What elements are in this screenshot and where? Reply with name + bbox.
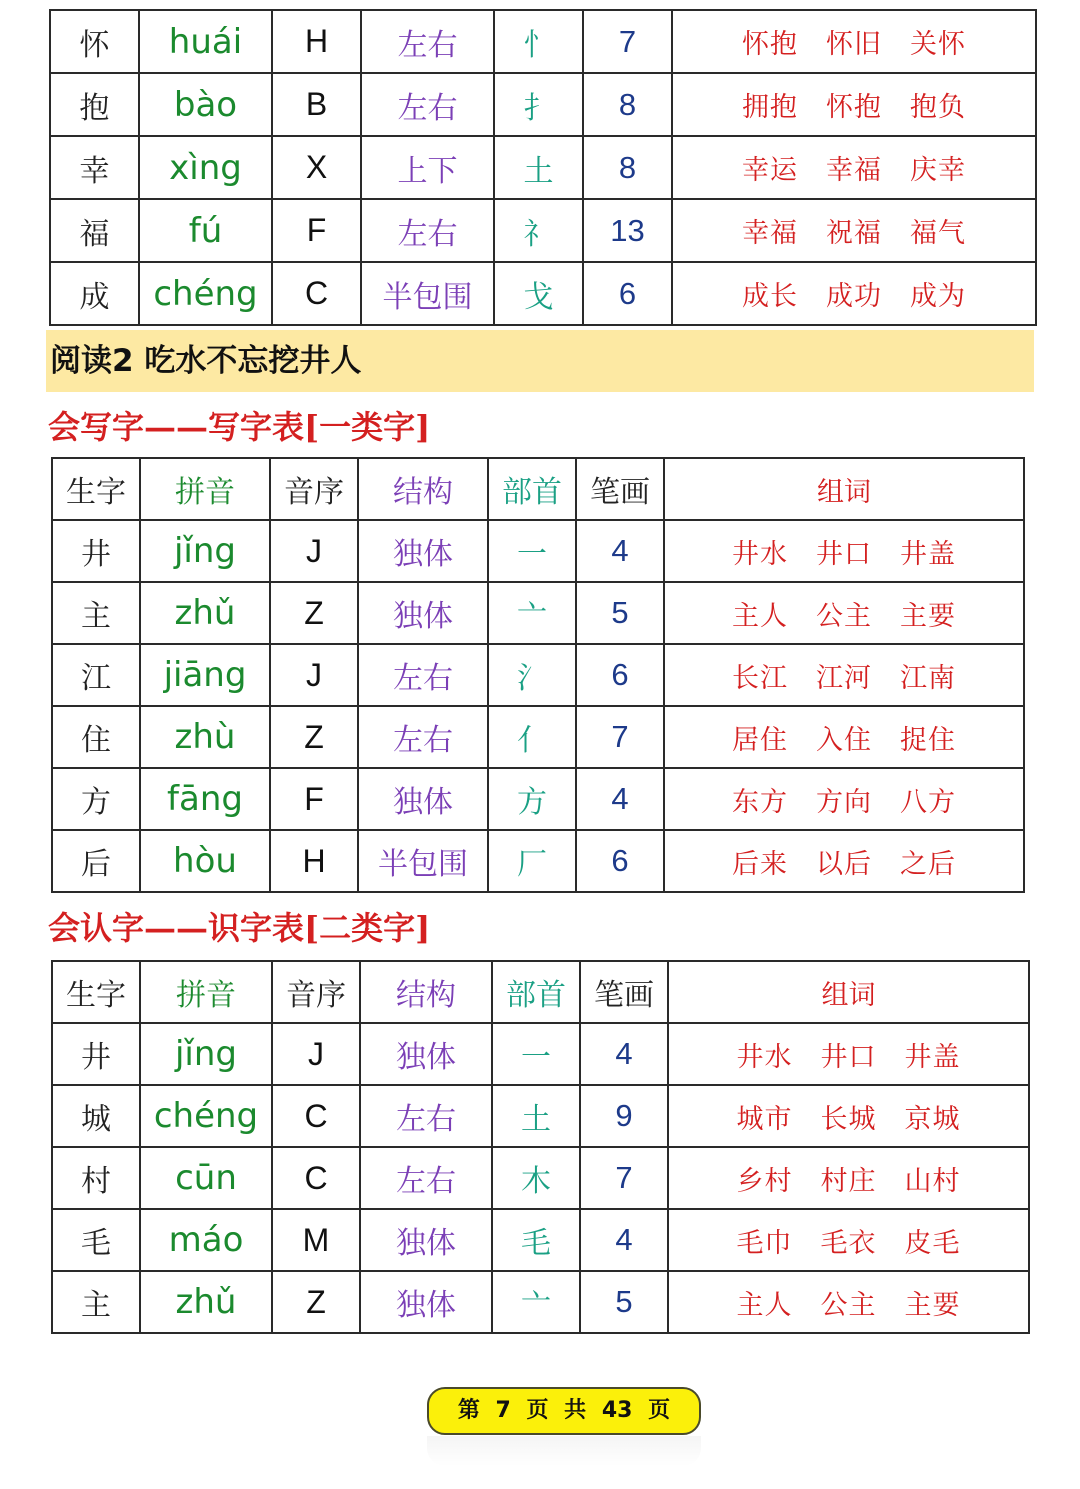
word-item: 入住 <box>816 724 872 756</box>
words-cell <box>672 73 1036 136</box>
header-letter: 音序 <box>270 458 358 520</box>
footer-reflection <box>427 1436 701 1466</box>
structure-cell: 半包围 <box>358 830 488 892</box>
word-item: 居住 <box>732 724 788 756</box>
char-cell: 怀 <box>50 10 139 73</box>
table-row <box>52 644 1024 706</box>
word-item: 长城 <box>820 1103 877 1135</box>
word-item: 幸福 <box>826 155 882 186</box>
word-item: 主人 <box>736 1289 793 1321</box>
word-item: 东方 <box>732 786 788 818</box>
radical-cell: 亠 <box>492 1271 580 1333</box>
char-cell: 主 <box>52 1271 140 1333</box>
strokes-cell: 7 <box>576 706 664 768</box>
word-item: 成长 <box>742 281 798 312</box>
letter-cell: F <box>272 199 361 262</box>
letter-cell: B <box>272 73 361 136</box>
pinyin-cell: chéng <box>140 1085 272 1147</box>
letter-cell: Z <box>270 582 358 644</box>
header-letter: 音序 <box>272 961 360 1023</box>
radical-cell: 土 <box>492 1085 580 1147</box>
radical-cell: 土 <box>494 136 583 199</box>
words-cell <box>668 1271 1029 1333</box>
words-cell <box>672 10 1036 73</box>
words-cell <box>668 1147 1029 1209</box>
word-item: 公主 <box>820 1289 877 1321</box>
word-item: 八方 <box>900 786 956 818</box>
letter-cell: Z <box>272 1271 360 1333</box>
table-row <box>52 520 1024 582</box>
footer-word: 页 <box>526 1398 549 1423</box>
write-section-title: 会写字——写字表[一类字] <box>48 408 431 446</box>
strokes-cell: 9 <box>580 1085 668 1147</box>
word-item: 主要 <box>904 1289 961 1321</box>
word-item: 江南 <box>900 662 956 694</box>
footer-word: 页 <box>648 1398 671 1423</box>
word-item: 怀抱 <box>826 92 882 123</box>
letter-cell: C <box>272 1085 360 1147</box>
words-cell <box>664 830 1024 892</box>
word-item: 井盖 <box>900 538 956 570</box>
pinyin-cell: zhǔ <box>140 1271 272 1333</box>
word-item: 捉住 <box>900 724 956 756</box>
pinyin-cell: chéng <box>139 262 272 325</box>
footer-word: 共 <box>564 1398 587 1423</box>
letter-cell: H <box>272 10 361 73</box>
table-row <box>50 136 1036 199</box>
structure-cell: 半包围 <box>361 262 494 325</box>
header-char: 生字 <box>52 961 140 1023</box>
pinyin-cell: jǐng <box>140 1023 272 1085</box>
word-item: 成为 <box>910 281 966 312</box>
radical-cell: 忄 <box>494 10 583 73</box>
letter-cell: J <box>270 644 358 706</box>
word-item: 抱负 <box>910 92 966 123</box>
vocab-table-top <box>49 9 1037 326</box>
radical-cell: 氵 <box>488 644 576 706</box>
word-item: 后来 <box>732 848 788 880</box>
strokes-cell: 5 <box>580 1271 668 1333</box>
header-structure: 结构 <box>360 961 492 1023</box>
structure-cell: 左右 <box>361 10 494 73</box>
header-pinyin: 拼音 <box>140 458 270 520</box>
word-item: 关怀 <box>910 29 966 60</box>
reading-title-banner: 阅读2 吃水不忘挖井人 <box>46 330 1034 392</box>
pinyin-cell: hòu <box>140 830 270 892</box>
word-item: 山村 <box>904 1165 961 1197</box>
word-item: 井盖 <box>904 1041 961 1073</box>
structure-cell: 左右 <box>358 706 488 768</box>
strokes-cell: 6 <box>583 262 672 325</box>
words-cell <box>664 706 1024 768</box>
word-item: 江河 <box>816 662 872 694</box>
pinyin-cell: jǐng <box>140 520 270 582</box>
header-strokes: 笔画 <box>576 458 664 520</box>
char-cell: 村 <box>52 1147 140 1209</box>
char-cell: 井 <box>52 520 140 582</box>
structure-cell: 左右 <box>361 73 494 136</box>
header-radical: 部首 <box>488 458 576 520</box>
strokes-cell: 13 <box>583 199 672 262</box>
radical-cell: 一 <box>492 1023 580 1085</box>
read-section-title: 会认字——识字表[二类字] <box>48 909 431 947</box>
char-cell: 城 <box>52 1085 140 1147</box>
table-row <box>50 262 1036 325</box>
header-char: 生字 <box>52 458 140 520</box>
letter-cell: J <box>272 1023 360 1085</box>
table-row <box>52 1209 1029 1271</box>
words-cell <box>668 1023 1029 1085</box>
letter-cell: X <box>272 136 361 199</box>
strokes-cell: 4 <box>580 1023 668 1085</box>
pinyin-cell: jiāng <box>140 644 270 706</box>
word-item: 主要 <box>900 600 956 632</box>
radical-cell: 厂 <box>488 830 576 892</box>
letter-cell: F <box>270 768 358 830</box>
header-words: 组词 <box>664 458 1024 520</box>
word-item: 乡村 <box>736 1165 793 1197</box>
pinyin-cell: cūn <box>140 1147 272 1209</box>
word-item: 皮毛 <box>904 1227 961 1259</box>
word-item: 井水 <box>736 1041 793 1073</box>
word-item: 京城 <box>904 1103 961 1135</box>
word-item: 成功 <box>826 281 882 312</box>
word-item: 城市 <box>736 1103 793 1135</box>
words-cell <box>664 520 1024 582</box>
letter-cell: M <box>272 1209 360 1271</box>
strokes-cell: 4 <box>576 520 664 582</box>
radical-cell: 毛 <box>492 1209 580 1271</box>
page-number-badge <box>427 1387 701 1435</box>
pinyin-cell: huái <box>139 10 272 73</box>
table-row <box>52 1085 1029 1147</box>
char-cell: 方 <box>52 768 140 830</box>
table-header-row <box>52 961 1029 1023</box>
word-item: 怀旧 <box>826 29 882 60</box>
word-item: 祝福 <box>826 218 882 249</box>
letter-cell: H <box>270 830 358 892</box>
radical-cell: 礻 <box>494 199 583 262</box>
radical-cell: 一 <box>488 520 576 582</box>
words-cell <box>668 1085 1029 1147</box>
radical-cell: 亠 <box>488 582 576 644</box>
table-row <box>52 768 1024 830</box>
table-row <box>52 1147 1029 1209</box>
char-cell: 江 <box>52 644 140 706</box>
strokes-cell: 5 <box>576 582 664 644</box>
pinyin-cell: xìng <box>139 136 272 199</box>
table-header-row <box>52 458 1024 520</box>
char-cell: 幸 <box>50 136 139 199</box>
vocab-table-write <box>51 457 1025 893</box>
header-words: 组词 <box>668 961 1029 1023</box>
word-item: 井口 <box>816 538 872 570</box>
words-cell <box>664 582 1024 644</box>
pinyin-cell: zhù <box>140 706 270 768</box>
word-item: 长江 <box>732 662 788 694</box>
char-cell: 毛 <box>52 1209 140 1271</box>
letter-cell: C <box>272 1147 360 1209</box>
structure-cell: 左右 <box>360 1085 492 1147</box>
structure-cell: 独体 <box>358 520 488 582</box>
header-strokes: 笔画 <box>580 961 668 1023</box>
strokes-cell: 8 <box>583 73 672 136</box>
radical-cell: 木 <box>492 1147 580 1209</box>
char-cell: 主 <box>52 582 140 644</box>
header-pinyin: 拼音 <box>140 961 272 1023</box>
letter-cell: C <box>272 262 361 325</box>
words-cell <box>664 644 1024 706</box>
total-pages: 43 <box>601 1398 633 1423</box>
word-item: 村庄 <box>820 1165 877 1197</box>
radical-cell: 戈 <box>494 262 583 325</box>
word-item: 主人 <box>732 600 788 632</box>
char-cell: 成 <box>50 262 139 325</box>
char-cell: 后 <box>52 830 140 892</box>
word-item: 之后 <box>900 848 956 880</box>
words-cell <box>672 262 1036 325</box>
word-item: 毛衣 <box>820 1227 877 1259</box>
footer-word: 第 <box>457 1398 480 1423</box>
word-item: 公主 <box>816 600 872 632</box>
word-item: 福气 <box>910 218 966 249</box>
pinyin-cell: fú <box>139 199 272 262</box>
word-item: 毛巾 <box>736 1227 793 1259</box>
strokes-cell: 6 <box>576 830 664 892</box>
pinyin-cell: fāng <box>140 768 270 830</box>
table-row <box>52 830 1024 892</box>
pinyin-cell: bào <box>139 73 272 136</box>
strokes-cell: 7 <box>580 1147 668 1209</box>
header-radical: 部首 <box>492 961 580 1023</box>
strokes-cell: 7 <box>583 10 672 73</box>
word-item: 井水 <box>732 538 788 570</box>
word-item: 拥抱 <box>742 92 798 123</box>
header-structure: 结构 <box>358 458 488 520</box>
radical-cell: 方 <box>488 768 576 830</box>
char-cell: 井 <box>52 1023 140 1085</box>
word-item: 庆幸 <box>910 155 966 186</box>
letter-cell: J <box>270 520 358 582</box>
structure-cell: 独体 <box>360 1271 492 1333</box>
word-item: 幸福 <box>742 218 798 249</box>
words-cell <box>664 768 1024 830</box>
char-cell: 福 <box>50 199 139 262</box>
strokes-cell: 4 <box>580 1209 668 1271</box>
pinyin-cell: máo <box>140 1209 272 1271</box>
structure-cell: 左右 <box>361 199 494 262</box>
current-page: 7 <box>495 1398 511 1423</box>
strokes-cell: 4 <box>576 768 664 830</box>
char-cell: 住 <box>52 706 140 768</box>
structure-cell: 独体 <box>360 1023 492 1085</box>
word-item: 井口 <box>820 1041 877 1073</box>
words-cell <box>668 1209 1029 1271</box>
structure-cell: 独体 <box>358 768 488 830</box>
strokes-cell: 6 <box>576 644 664 706</box>
pinyin-cell: zhǔ <box>140 582 270 644</box>
word-item: 怀抱 <box>742 29 798 60</box>
word-item: 以后 <box>816 848 872 880</box>
char-cell: 抱 <box>50 73 139 136</box>
table-row <box>52 1023 1029 1085</box>
radical-cell: 亻 <box>488 706 576 768</box>
words-cell <box>672 199 1036 262</box>
word-item: 方向 <box>816 786 872 818</box>
structure-cell: 上下 <box>361 136 494 199</box>
strokes-cell: 8 <box>583 136 672 199</box>
table-row <box>52 582 1024 644</box>
structure-cell: 左右 <box>358 644 488 706</box>
table-row <box>50 10 1036 73</box>
letter-cell: Z <box>270 706 358 768</box>
structure-cell: 独体 <box>358 582 488 644</box>
structure-cell: 独体 <box>360 1209 492 1271</box>
structure-cell: 左右 <box>360 1147 492 1209</box>
table-row <box>50 199 1036 262</box>
vocab-table-read <box>51 960 1030 1334</box>
words-cell <box>672 136 1036 199</box>
table-row <box>52 1271 1029 1333</box>
table-row <box>52 706 1024 768</box>
radical-cell: 扌 <box>494 73 583 136</box>
word-item: 幸运 <box>742 155 798 186</box>
table-row <box>50 73 1036 136</box>
